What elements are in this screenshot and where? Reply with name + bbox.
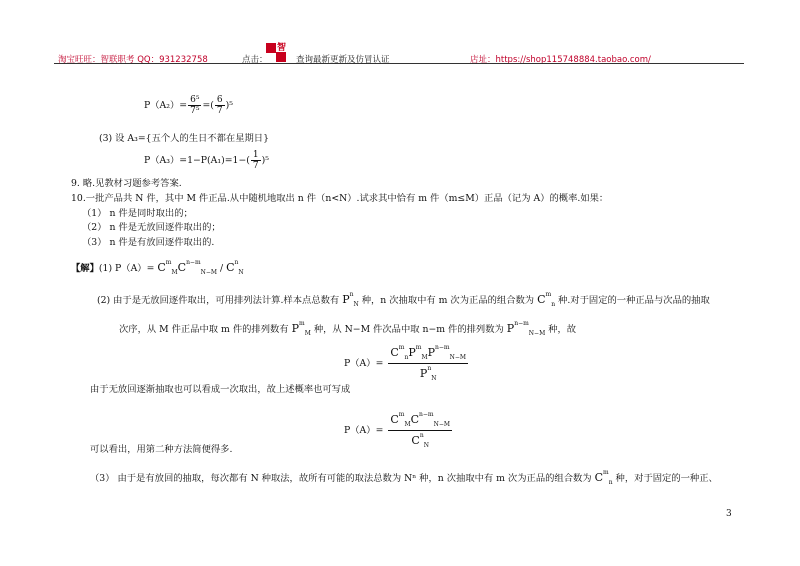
formula-combination: P（A）= $\frac{C^m_MC^{n-m}_{N-M}}{C^n_N}$ [344,411,451,449]
solution-2-line-2: 次序，从 M 件正品中取 m 件的排列数有 $P^m_M$ 种，从 N−M 件次品中取 n−m 件的排列数为 $P^{n-m}_{N-M}$ 种，故 [119,320,577,337]
page-number: 3 [726,509,732,519]
p-a2-formula: P（A₂）= $\frac{\text{6⁵}}{\text{7⁵}}$ =( $\frac{6}{7}$ )⁵ [144,95,233,116]
item-3-heading: (3) 设 A₃={五个人的生日不都在星期日} [99,133,269,144]
logo-seal-shape [266,43,276,53]
header-rule [54,63,744,64]
zhilian-logo[interactable]: 智 [266,43,292,63]
note-2: 可以看出，用第二种方法简便得多. [90,444,233,455]
note-1: 由于无放回逐渐抽取也可以看成一次取出，故上述概率也可写成 [90,384,351,395]
item-9: 9. 略.见教材习题参考答案. [71,178,182,189]
case-1: （1） n 件是同时取出的； [82,208,193,219]
shop-info: 淘宝旺旺：智联职考 QQ：931232758 [58,55,208,65]
item-10: 10.一批产品共 N 件，其中 M 件正品.从中随机地取出 n 件（n<N）.试求其中恰有 m 件（m≤M）正品（记为 A）的概率.如果： [71,193,609,204]
store-url[interactable]: 店址：https://shop115748884.taobao.com/ [470,55,651,65]
p-a3-formula: P（A₃）=1−P(A₁)=1−( $\frac{1}{7}$ )⁵ [144,150,269,171]
solution-1: 【解】(1) $P(A)= C^m_MC^{n-m}_{N-M} / C^n_N$ [71,259,244,276]
query-text: 查询最新更新及仿冒认证 [296,55,390,65]
solution-2-line-1: (2) 由于是无放回逐件取出，可用排列法计算.样本点总数有 $P^n_N$ 种，n 次抽取中有 m 次为正品的组合数为 $C^m_n$ 种.对于固定的一种正品与次品的抽取 [97,291,710,308]
case-2: （2） n 件是无放回逐件取出的； [82,222,221,233]
logo-seal-shape-2 [276,52,286,62]
case-3: （3） n 件是有放回逐件取出的. [82,237,215,248]
solution-3: （3） 由于是有放回的抽取，每次都有 N 种取法，故所有可能的取法总数为 Nⁿ 种，n 次抽取中有 m 次为正品的组合数为 $C^m_n$ 种，对于固定的一种正、 [90,469,718,486]
click-label: 点击： [242,55,268,65]
formula-permutation: P（A）= $\frac{C^m_nP^m_MP^{n-m}_{N-M}}{P^n_N}$ [344,344,467,382]
